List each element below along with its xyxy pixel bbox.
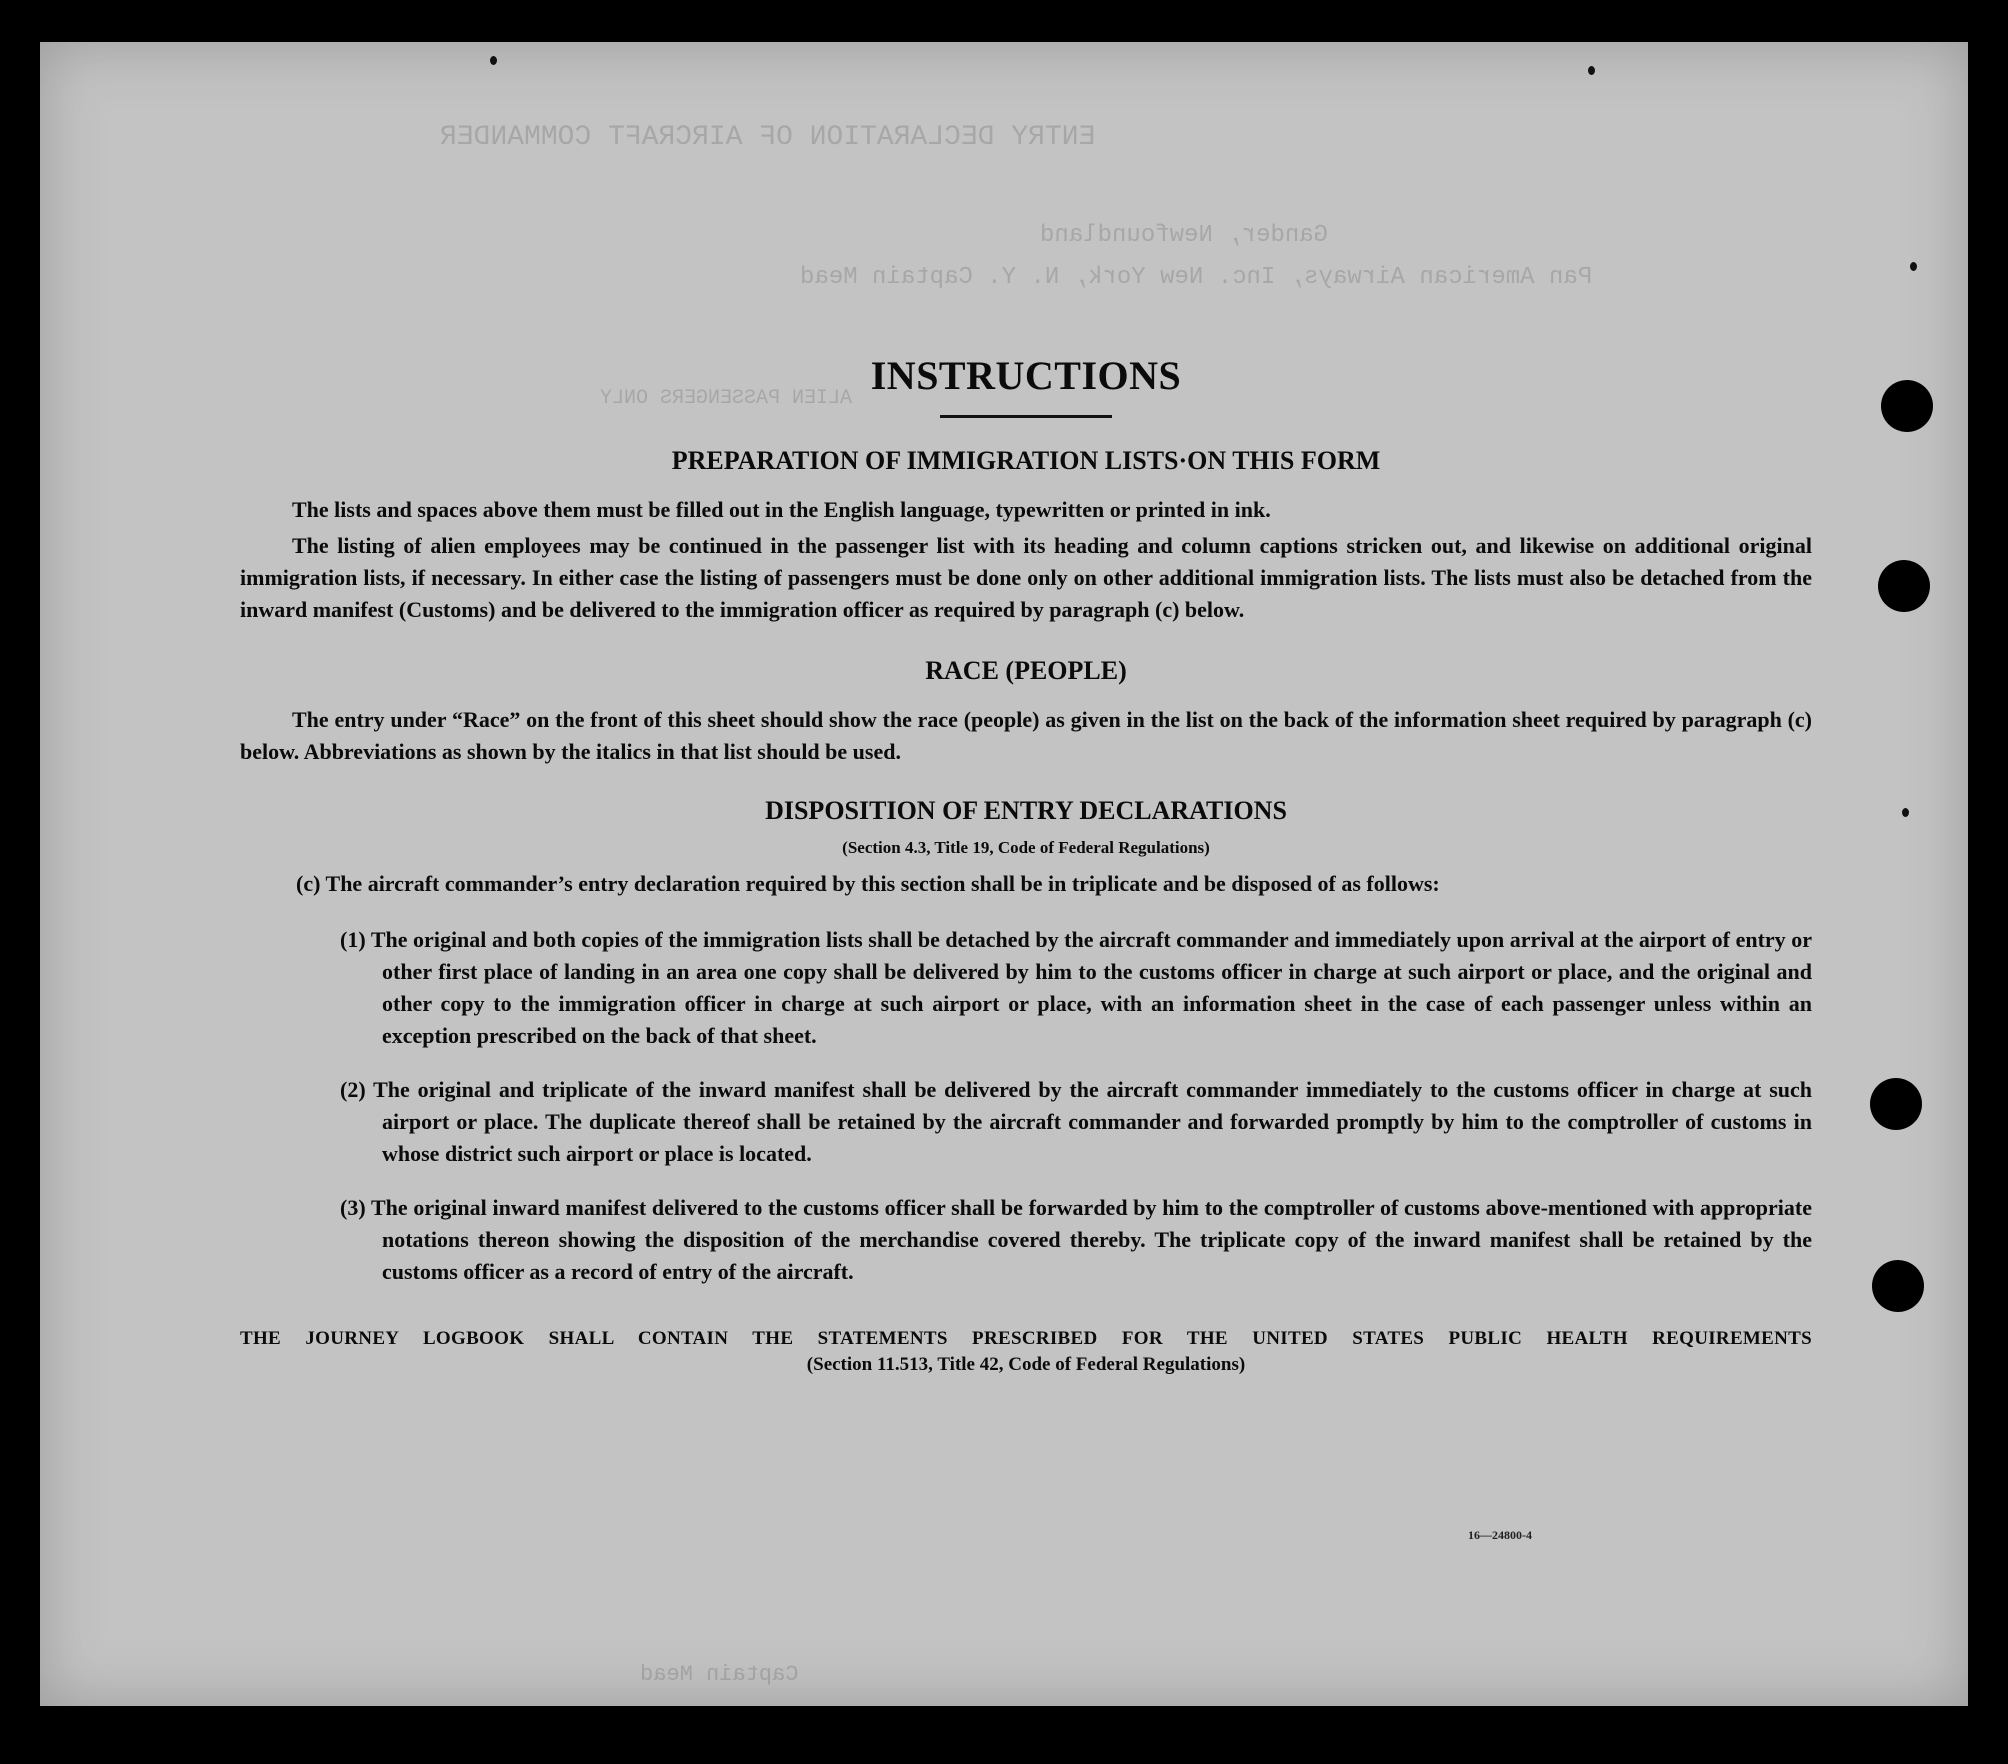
race-paragraph: The entry under “Race” on the front of this sheet should show the race (people) as given in the list on the back of the information sheet required by paragraph (c) below. Abbreviations as shown by the italics in that list should be used. (240, 707, 1812, 764)
disposition-citation: (Section 4.3, Title 19, Code of Federal Regulations) (842, 838, 1210, 857)
paper-speck (490, 56, 497, 65)
show-through-text: Pan American Airways, Inc. New York, N. Y. Captain Mead (800, 264, 1593, 291)
section-heading-race: RACE (PEOPLE) (925, 656, 1127, 685)
show-through-text: Gander, Newfoundland (1040, 222, 1329, 249)
punch-hole-3 (1870, 1078, 1922, 1130)
health-requirements-statement: THE JOURNEY LOGBOOK SHALL CONTAIN THE STATEMENTS PRESCRIBED FOR THE UNITED STATES PUBLIC HEALTH REQUIREMENTS (240, 1328, 1812, 1349)
punch-hole-1 (1881, 380, 1933, 432)
instructions-body (240, 342, 1812, 1376)
disposition-item-3: (3) The original inward manifest delivered to the customs officer shall be forwarded by him to the comptroller of customs above-mentioned with appropriate notations thereon showing the disposition of the merchandise covered thereby. The triplicate copy of the inward manifest shall be retained by the customs officer as a record of entry of the aircraft. (340, 1195, 1812, 1284)
show-through-text: ALIEN PASSENGERS ONLY (600, 387, 853, 410)
paper-speck (1588, 66, 1595, 75)
section-heading-disposition: DISPOSITION OF ENTRY DECLARATIONS (765, 796, 1287, 825)
document-page (40, 42, 1968, 1706)
disposition-item-2: (2) The original and triplicate of the inward manifest shall be delivered by the aircraft commander immediately to the customs officer in charge at such airport or place. The duplicate thereof shall be retained by the aircraft commander and forwarded promptly by him to the comptroller of customs in whose district such airport or place is located. (340, 1077, 1812, 1166)
preparation-paragraph-2: The listing of alien employees may be continued in the passenger list with its heading and column captions stricken out, and likewise on additional original immigration lists, if necessary. In either case the listing of passengers must be done only on other additional immigration lists. The lists must also be detached from the inward manifest (Customs) and be delivered to the immigration officer as required by paragraph (c) below. (240, 533, 1812, 622)
paper-speck (1902, 808, 1909, 817)
show-through-text: ENTRY DECLARATION OF AIRCRAFT COMMANDER (440, 122, 1096, 153)
punch-hole-2 (1878, 560, 1930, 612)
paper-speck (1910, 262, 1917, 271)
preparation-paragraph-1: The lists and spaces above them must be filled out in the English language, typewritten or printed in ink. (292, 497, 1271, 522)
form-number: 16—24800-4 (1468, 1528, 1532, 1542)
title-underline (940, 415, 1112, 418)
section-heading-preparation: PREPARATION OF IMMIGRATION LISTS·ON THIS FORM (671, 446, 1381, 475)
disposition-clause-c: (c) The aircraft commander’s entry declaration required by this section shall be in triplicate and be disposed of as follows: (296, 871, 1440, 896)
show-through-text: Captain Mead (640, 1662, 799, 1687)
health-requirements-citation: (Section 11.513, Title 42, Code of Federal Regulations) (806, 1354, 1246, 1375)
punch-hole-4 (1872, 1260, 1924, 1312)
page-title: INSTRUCTIONS (870, 353, 1182, 398)
disposition-item-1: (1) The original and both copies of the immigration lists shall be detached by the aircraft commander and immediately upon arrival at the airport of entry or other first place of landing in an area one copy shall be delivered by him to the customs officer in charge at such airport or place, and the original and other copy to the immigration officer in charge at such airport or place, with an information sheet in the case of each passenger unless within an exception prescribed on the back of that sheet. (340, 927, 1812, 1048)
